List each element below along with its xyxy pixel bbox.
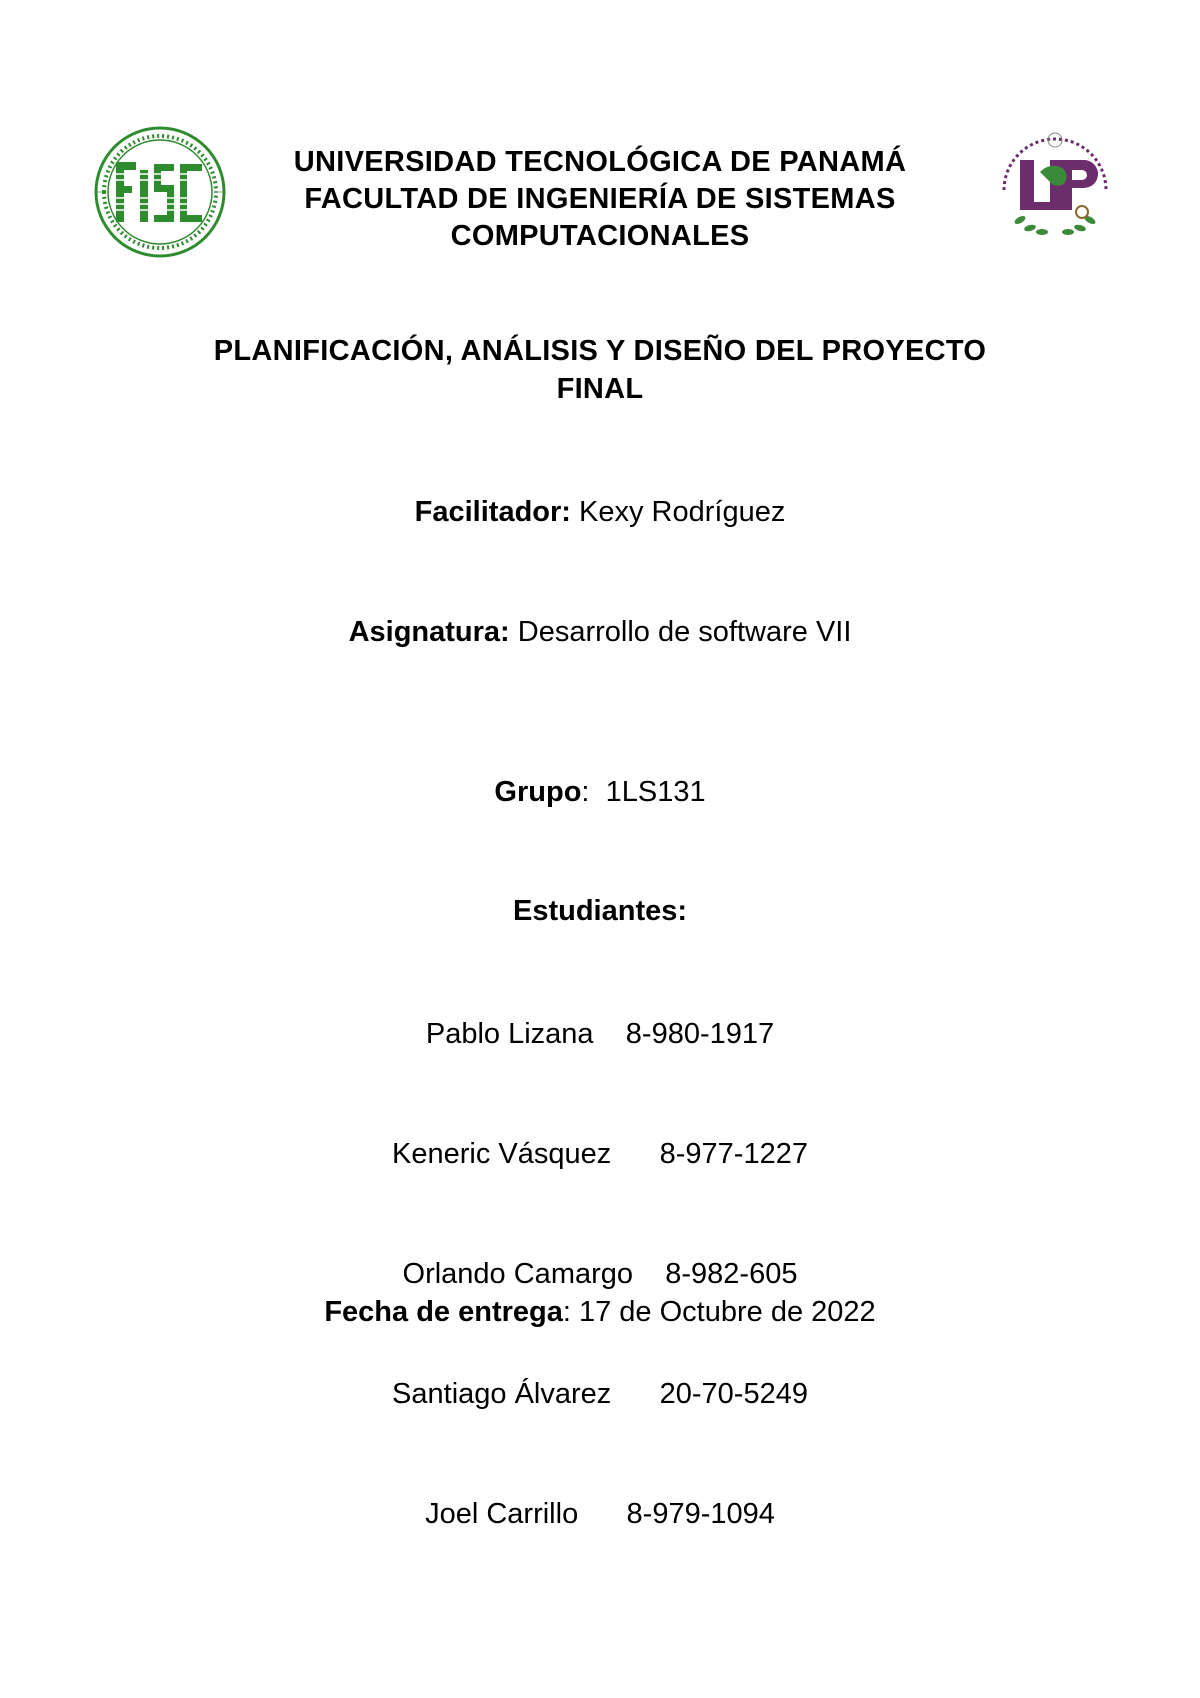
estudiantes-label: Estudiantes: xyxy=(512,895,688,927)
grupo-field xyxy=(100,774,1100,810)
title-line-1: PLANIFICACIÓN, ANÁLISIS Y DISEÑO DEL PROYECTO xyxy=(213,335,987,367)
fecha-value: : 17 de Octubre de 2022 xyxy=(562,1296,876,1328)
student-row xyxy=(100,1134,1100,1174)
asignatura-field xyxy=(100,614,1100,650)
student-id: 20-70-5249 xyxy=(659,1378,808,1410)
students-list xyxy=(100,934,1100,1614)
grupo-value: : 1LS131 xyxy=(581,776,706,808)
asignatura-label: Asignatura: xyxy=(348,616,510,648)
student-id: 8-977-1227 xyxy=(659,1138,808,1170)
student-row xyxy=(100,1254,1100,1294)
student-name: Joel Carrillo xyxy=(425,1498,579,1530)
facilitador-field xyxy=(100,494,1100,530)
student-name: Orlando Camargo xyxy=(402,1258,634,1290)
asignatura-value: Desarrollo de software VII xyxy=(509,616,852,648)
fisc-logo-icon xyxy=(92,124,228,260)
header-line-faculty-cont: COMPUTACIONALES xyxy=(450,220,750,252)
fecha-label: Fecha de entrega xyxy=(324,1296,563,1328)
header-line-university: UNIVERSIDAD TECNOLÓGICA DE PANAMÁ xyxy=(293,146,907,178)
student-row xyxy=(100,1014,1100,1054)
student-row xyxy=(100,1494,1100,1534)
student-name: Pablo Lizana xyxy=(425,1018,594,1050)
student-id: 8-979-1094 xyxy=(626,1498,775,1530)
document-title xyxy=(120,332,1080,408)
university-header xyxy=(240,144,960,255)
student-name: Keneric Vásquez xyxy=(392,1138,612,1170)
title-line-2: FINAL xyxy=(556,373,644,405)
utp-logo-icon xyxy=(990,120,1120,250)
header-line-faculty: FACULTAD DE INGENIERÍA DE SISTEMAS xyxy=(304,183,896,215)
grupo-label: Grupo xyxy=(494,776,582,808)
student-row xyxy=(100,1374,1100,1414)
student-id: 8-980-1917 xyxy=(625,1018,775,1050)
fecha-field xyxy=(100,1294,1100,1330)
facilitador-label: Facilitador: xyxy=(414,496,571,528)
student-name: Santiago Álvarez xyxy=(392,1378,612,1410)
facilitador-value: Kexy Rodríguez xyxy=(570,496,786,528)
student-id: 8-982-605 xyxy=(665,1258,798,1290)
